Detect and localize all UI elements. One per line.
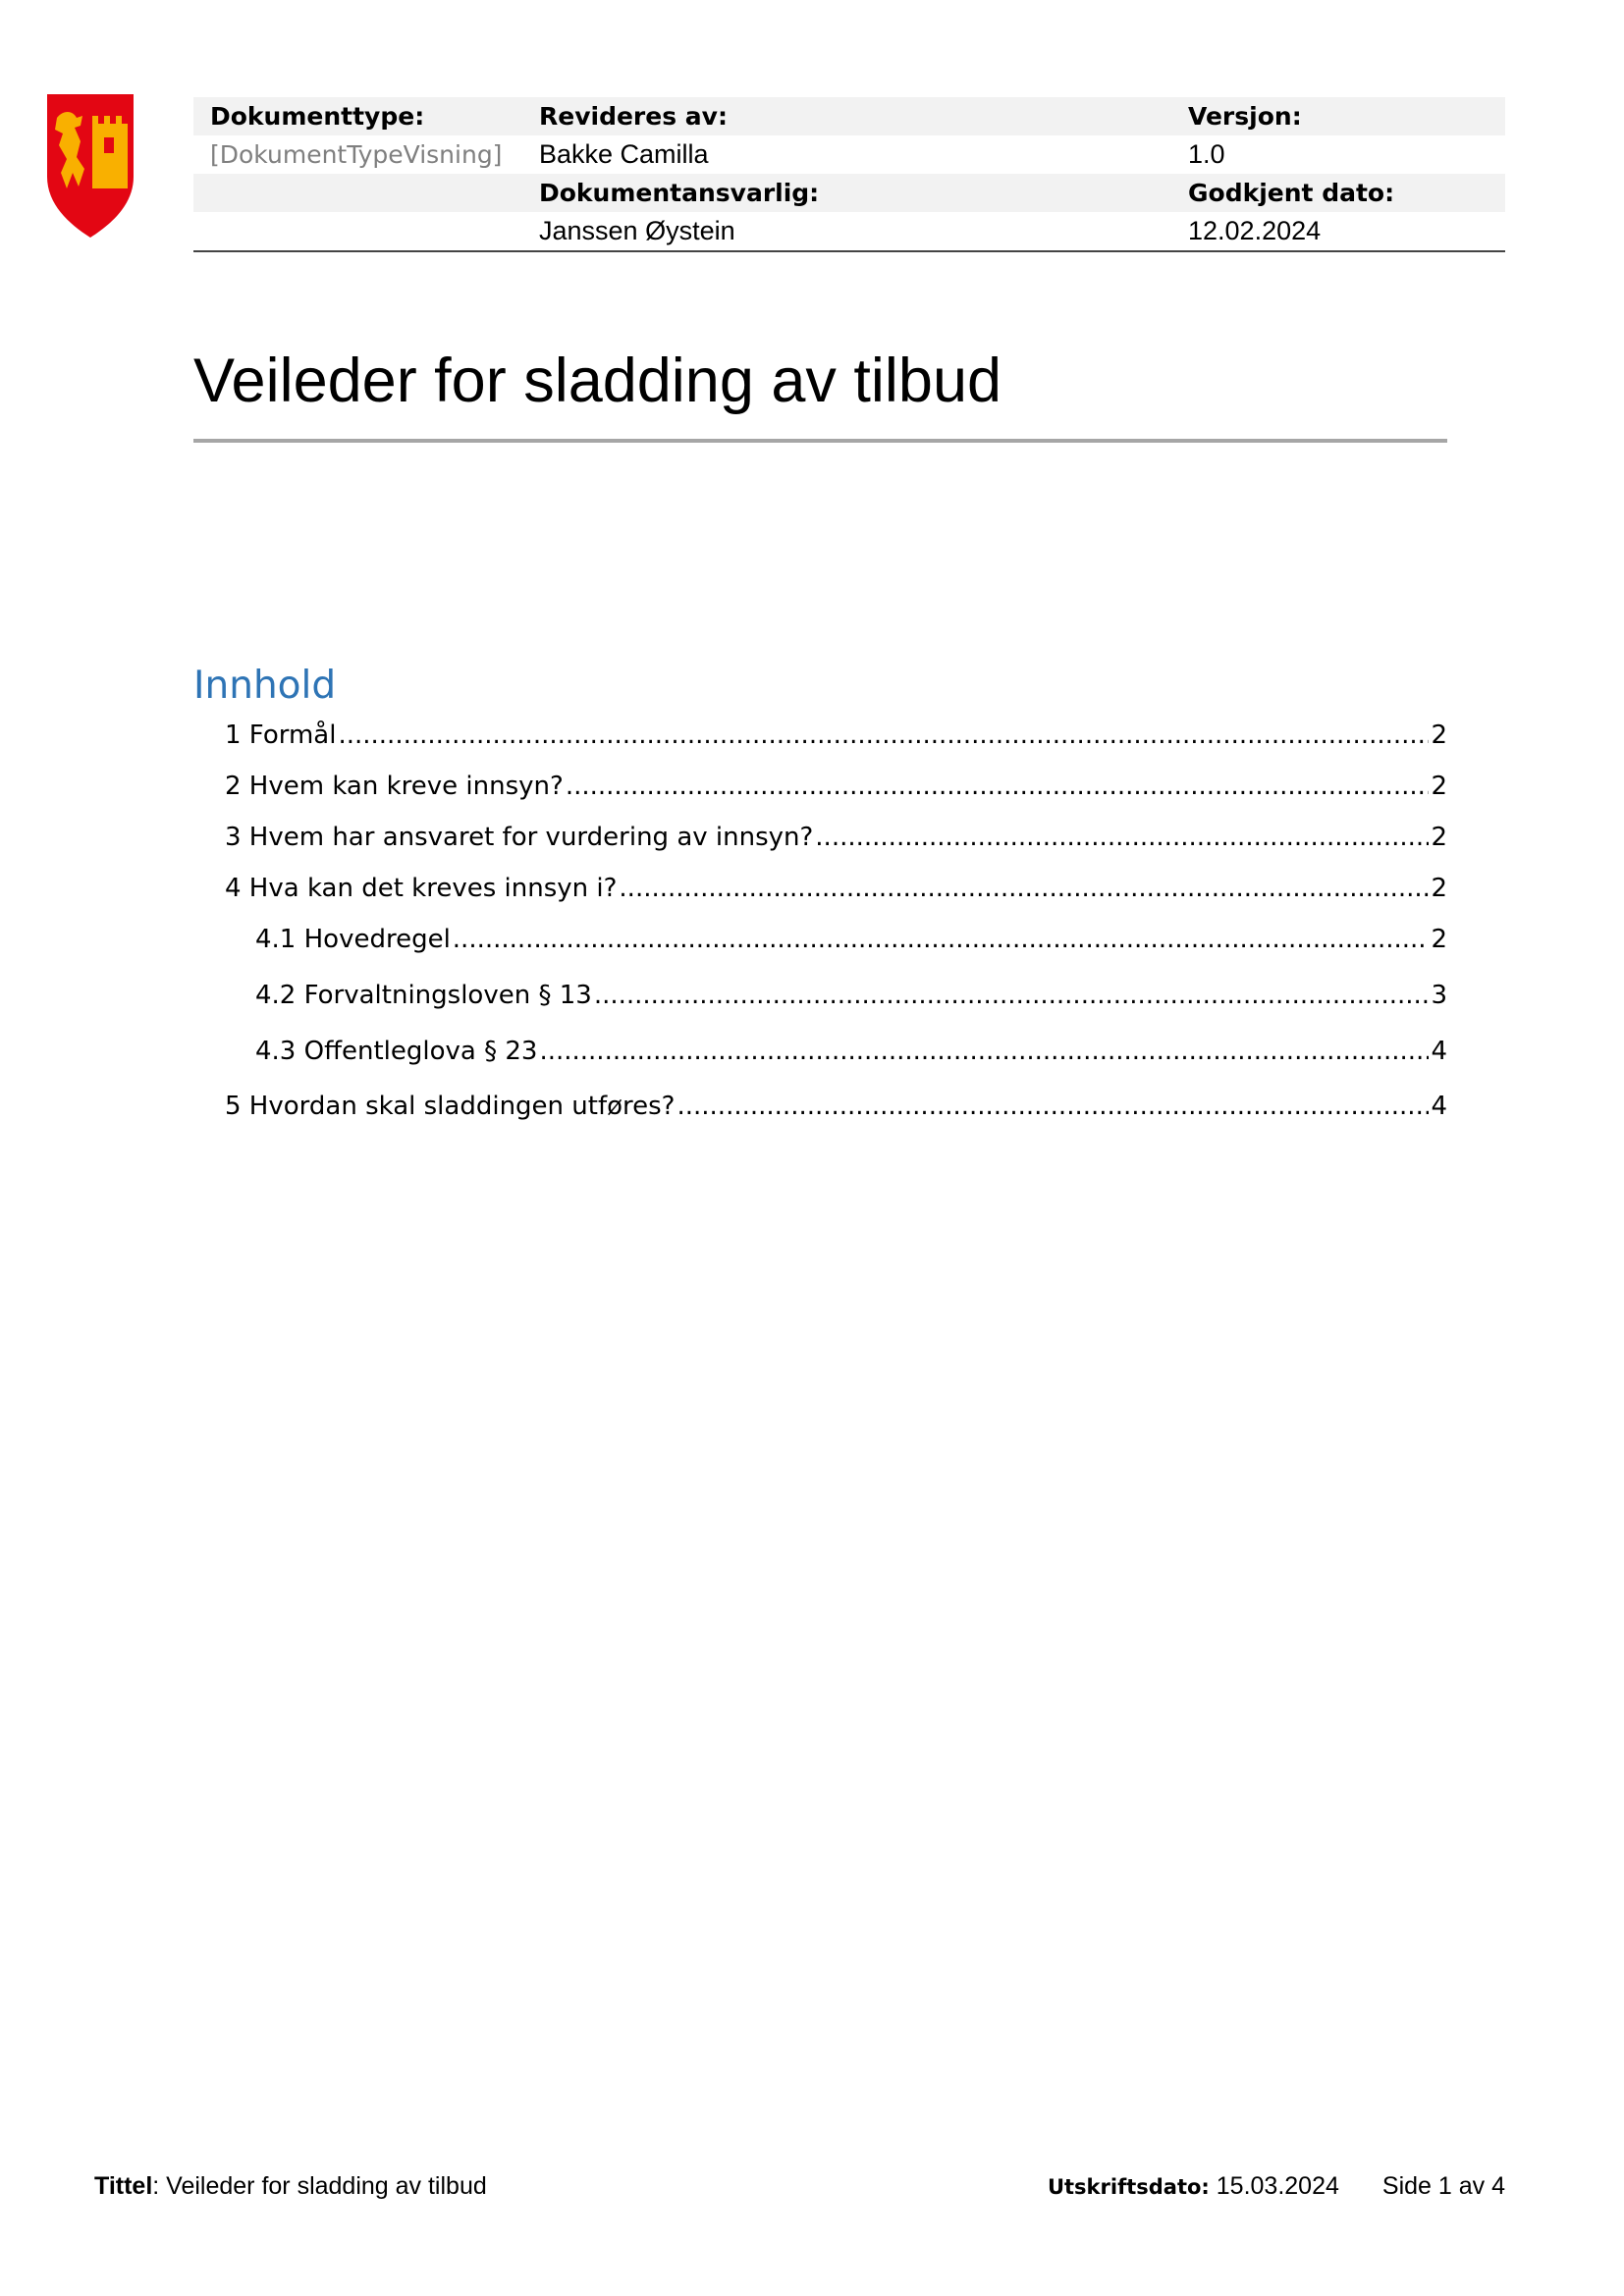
revised-by-label: Revideres av: [539,102,728,131]
toc-leader-dots [619,874,1429,903]
metadata-header-row [193,174,1505,212]
toc-entry[interactable] [225,874,1447,903]
toc-leader-dots [338,721,1429,750]
toc-entry[interactable] [255,981,1447,1010]
toc-entry-page: 4 [1431,1092,1447,1121]
toc-entry-title: 4.3 Offentleglova § 23 [255,1037,538,1066]
toc-entry-title: 4 Hva kan det kreves innsyn i? [225,874,618,903]
toc-entry-page: 3 [1431,981,1447,1010]
approved-date-label: Godkjent dato: [1188,179,1395,207]
toc-entry[interactable] [225,772,1447,801]
title-divider [193,439,1447,443]
metadata-header-row [193,97,1505,135]
toc-entry-title: 3 Hvem har ansvaret for vurdering av innsyn? [225,823,814,852]
document-type-value: [DokumentTypeVisning] [210,140,503,169]
toc-entry-page: 2 [1431,721,1447,750]
toc-entry-page: 2 [1431,925,1447,954]
toc-entry-title: 2 Hvem kan kreve innsyn? [225,772,564,801]
page-number: Side 1 av 4 [1381,2172,1505,2200]
toc-entry[interactable] [225,823,1447,852]
coat-of-arms-logo [47,94,134,238]
metadata-value-row [193,135,1505,174]
document-type-label: Dokumenttype: [210,102,425,131]
toc-entry-title: 1 Formål [225,721,337,750]
version-value: 1.0 [1188,139,1225,169]
toc-entry[interactable] [225,721,1447,750]
toc-entry-page: 4 [1431,1037,1447,1066]
revised-by-value: Bakke Camilla [539,139,709,169]
footer-right [1048,2172,1505,2201]
toc-leader-dots [453,925,1430,954]
document-metadata-table [193,97,1505,252]
toc-leader-dots [566,772,1430,801]
toc-entry[interactable] [255,1037,1447,1066]
print-date-label: Utskriftsdato: [1047,2175,1210,2199]
print-date-value: 15.03.2024 [1209,2172,1339,2200]
toc-entry-page: 2 [1431,823,1447,852]
toc-leader-dots [815,823,1429,852]
version-label: Versjon: [1188,102,1302,131]
page-footer [94,2172,1505,2206]
toc-entry-page: 2 [1431,772,1447,801]
toc-entry-title: 5 Hvordan skal sladdingen utføres? [225,1092,676,1121]
toc-leader-dots [677,1092,1429,1121]
responsible-value: Janssen Øystein [539,216,735,245]
toc-entry[interactable] [225,1092,1447,1121]
toc-entry-title: 4.2 Forvaltningsloven § 13 [255,981,592,1010]
approved-date-value: 12.02.2024 [1188,216,1322,245]
footer-title [94,2172,487,2201]
responsible-label: Dokumentansvarlig: [539,179,820,207]
toc-entry[interactable] [255,925,1447,954]
footer-title-label: Tittel [94,2172,153,2200]
toc-entry-page: 2 [1431,874,1447,903]
toc-entry-title: 4.1 Hovedregel [255,925,451,954]
footer-title-value: : Veileder for sladding av tilbud [152,2172,487,2200]
toc-leader-dots [539,1037,1429,1066]
document-title: Veileder for sladding av tilbud [193,347,1002,415]
toc-leader-dots [594,981,1430,1010]
metadata-value-row [193,212,1505,250]
toc-heading: Innhold [193,664,337,708]
